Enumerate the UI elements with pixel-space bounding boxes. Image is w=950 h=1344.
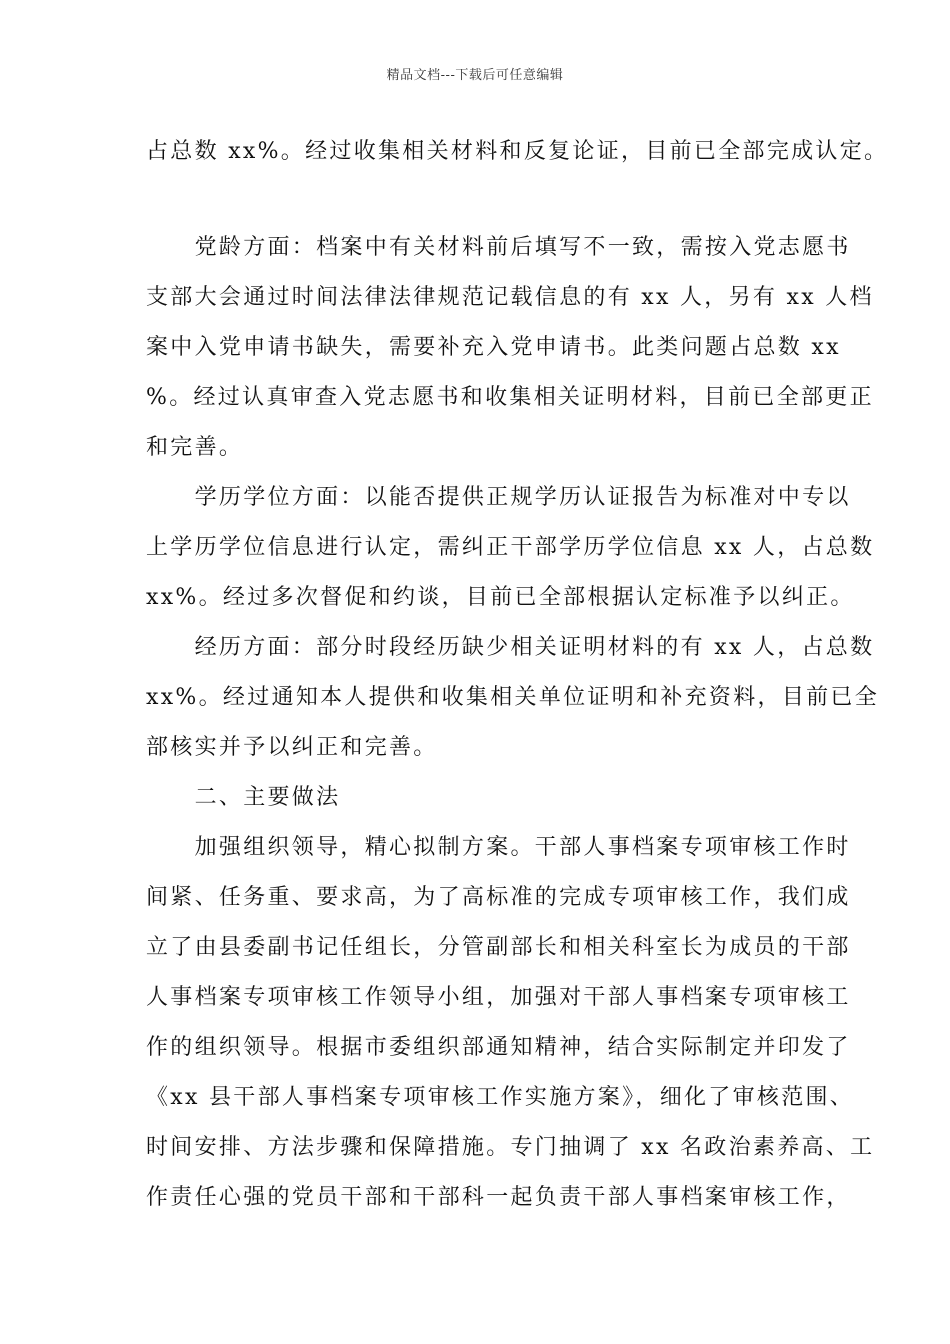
- body-line: 时间安排、方法步骤和保障措施。专门抽调了 xx 名政治素养高、工: [146, 1135, 875, 1160]
- body-line: 占总数 xx%。经过收集相关材料和反复论证，目前已全部完成认定。: [146, 139, 889, 164]
- body-line: 间紧、任务重、要求高，为了高标准的完成专项审核工作，我们成: [146, 885, 851, 910]
- body-line: 部核实并予以纠正和完善。: [146, 735, 438, 760]
- body-line: 作的组织领导。根据市委组织部通知精神，结合实际制定并印发了: [146, 1035, 851, 1060]
- body-line: 立了由县委副书记任组长，分管副部长和相关科室长为成员的干部: [146, 935, 851, 960]
- body-line: 作责任心强的党员干部和干部科一起负责干部人事档案审核工作，: [146, 1185, 851, 1210]
- body-line: 案中入党申请书缺失，需要补充入党申请书。此类问题占总数 xx: [146, 335, 841, 360]
- body-line: 学历学位方面：以能否提供正规学历认证报告为标准对中专以: [146, 485, 851, 510]
- section-heading: 二、主要做法: [146, 785, 341, 810]
- body-line: xx%。经过多次督促和约谈，目前已全部根据认定标准予以纠正。: [146, 585, 855, 610]
- body-line: 加强组织领导，精心拟制方案。干部人事档案专项审核工作时: [146, 835, 851, 860]
- document-header: 精品文档---下载后可任意编辑: [386, 68, 564, 83]
- body-line: 《xx 县干部人事档案专项审核工作实施方案》，细化了审核范围、: [146, 1085, 855, 1110]
- body-line: %。经过认真审查入党志愿书和收集相关证明材料，目前已全部更正: [146, 385, 874, 410]
- body-line: 人事档案专项审核工作领导小组，加强对干部人事档案专项审核工: [146, 985, 851, 1010]
- body-line: 党龄方面：档案中有关材料前后填写不一致，需按入党志愿书: [146, 235, 851, 260]
- body-line: 上学历学位信息进行认定，需纠正干部学历学位信息 xx 人，占总数: [146, 535, 875, 560]
- body-line: xx%。经过通知本人提供和收集相关单位证明和补充资料，目前已全: [146, 685, 880, 710]
- body-line: 和完善。: [146, 435, 244, 460]
- body-line: 经历方面：部分时段经历缺少相关证明材料的有 xx 人，占总数: [146, 635, 875, 660]
- body-line: 支部大会通过时间法律法律规范记载信息的有 xx 人，另有 xx 人档: [146, 285, 874, 310]
